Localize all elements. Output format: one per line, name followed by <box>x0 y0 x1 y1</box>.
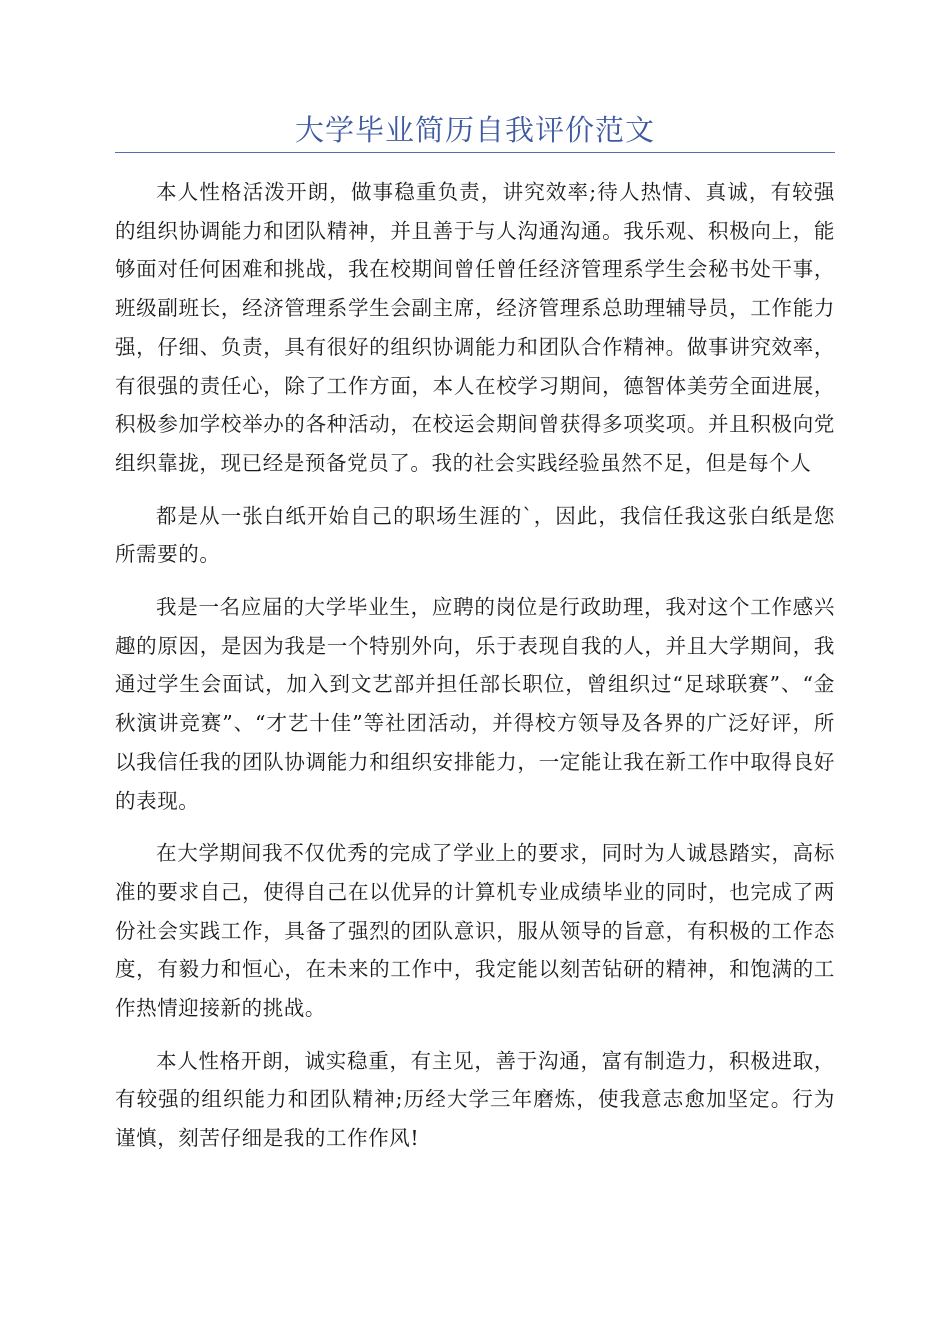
page-title: 大学毕业简历自我评价范文 <box>294 113 655 147</box>
paragraph-4: 在大学期间我不仅优秀的完成了学业上的要求，同时为人诚恳踏实，高标准的要求自己，使得自己在以优异的计算机专业成绩毕业的同时，也完成了两份社会实践工作，具备了强烈的团队意识，服从领导的旨意，有积极的工作态度，有毅力和恒心，在未来的工作中，我定能以刻苦钻研的精神，和饱满的工作热情迎接新的挑战。 <box>115 841 835 1021</box>
title-block <box>115 112 835 153</box>
paragraph-2: 都是从一张白纸开始自己的职场生涯的`，因此，我信任我这张白纸是您所需要的。 <box>115 503 835 567</box>
paragraph-3: 我是一名应届的大学毕业生，应聘的岗位是行政助理，我对这个工作感兴趣的原因，是因为我是一个特别外向，乐于表现自我的人，并且大学期间，我通过学生会面试，加入到文艺部并担任部长职位，曾组织过“足球联赛”、“金秋演讲竞赛”、“才艺十佳”等社团活动，并得校方领导及各界的广泛好评，所以我信任我的团队协调能力和组织安排能力，一定能让我在新工作中取得良好的表现。 <box>115 595 835 813</box>
paragraph-1: 本人性格活泼开朗，做事稳重负责，讲究效率;待人热情、真诚，有较强的组织协调能力和团队精神，并且善于与人沟通沟通。我乐观、积极向上，能够面对任何困难和挑战，我在校期间曾任曾任经济管理系学生会秘书处干事，班级副班长，经济管理系学生会副主席，经济管理系总助理辅导员，工作能力强，仔细、负责，具有很好的组织协调能力和团队合作精神。做事讲究效率，有很强的责任心，除了工作方面，本人在校学习期间，德智体美劳全面进展，积极参加学校举办的各种活动，在校运会期间曾获得多项奖项。并且积极向党组织靠拢，现已经是预备党员了。我的社会实践经验虽然不足，但是每个人 <box>115 180 835 475</box>
paragraph-5: 本人性格开朗，诚实稳重，有主见，善于沟通，富有制造力，积极进取，有较强的组织能力和团队精神;历经大学三年磨炼，使我意志愈加坚定。行为谨慎，刻苦仔细是我的工作作风! <box>115 1048 835 1151</box>
document-body <box>115 173 835 1172</box>
